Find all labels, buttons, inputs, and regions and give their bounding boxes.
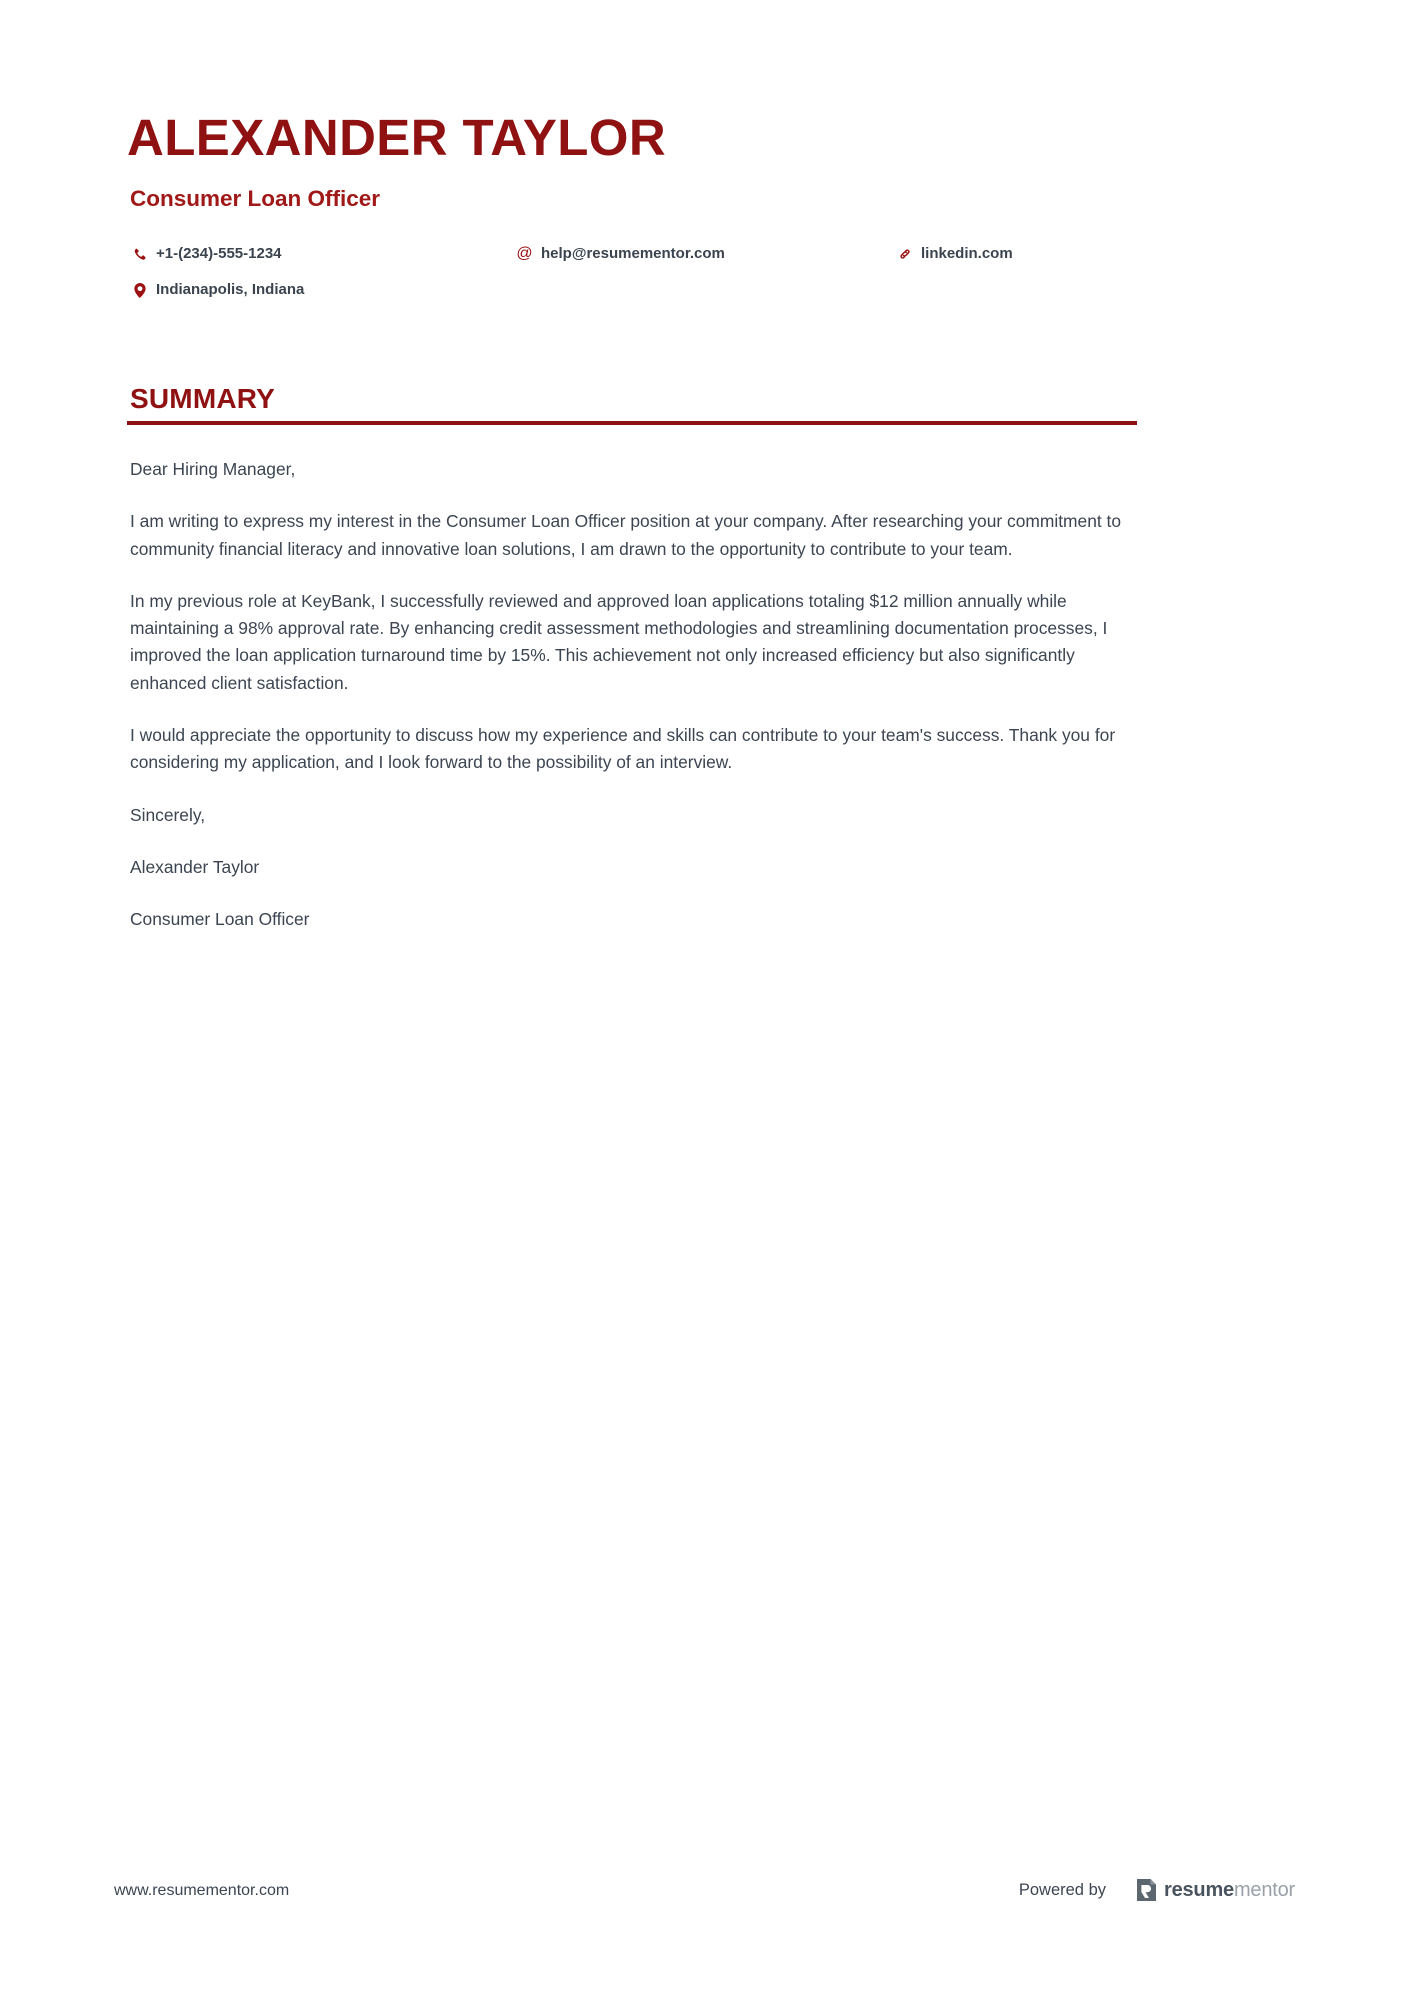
- section-divider: [127, 421, 1137, 425]
- letter-paragraph-2: In my previous role at KeyBank, I successfully reviewed and approved loan applications totaling $12 million annually while maintaining a 98% approval rate. By enhancing credit assessment methodologies and streamlining documentation processes, I improved the loan application turnaround time by 15%. This achievement not only increased efficiency but also significantly enhanced client satisfaction.: [130, 590, 1108, 693]
- location-pin-icon: [130, 282, 149, 299]
- letter-signature-name: Alexander Taylor: [130, 856, 260, 877]
- summary-section-title: SUMMARY: [130, 383, 276, 414]
- page-content: [127, 0, 1282, 934]
- candidate-job-title: Consumer Loan Officer: [130, 186, 381, 211]
- resumementor-logo[interactable]: [1137, 1878, 1295, 1902]
- footer-website-link[interactable]: www.resumementor.com: [114, 1882, 290, 1899]
- contact-linkedin-label: linkedin.com: [921, 245, 1013, 262]
- contact-location-label: Indianapolis, Indiana: [156, 281, 305, 298]
- letter-paragraph-3: I would appreciate the opportunity to discuss how my experience and skills can contribute to your team's success. Thank you for considering my application, and I look forward to the possibility of an interview.: [130, 725, 1116, 773]
- contact-phone-label: +1-(234)-555-1234: [156, 245, 282, 262]
- contact-details: [130, 236, 1140, 308]
- page-footer: [0, 1872, 1410, 1912]
- footer-branding: [1019, 1878, 1295, 1902]
- resumementor-wordmark: [1164, 1878, 1295, 1902]
- document-header: [127, 0, 1282, 214]
- resumementor-mark-icon: [1137, 1879, 1156, 1901]
- email-at-icon: @: [516, 244, 533, 262]
- phone-icon: [130, 246, 149, 263]
- contact-linkedin[interactable]: [895, 236, 1135, 272]
- contact-location: [130, 272, 515, 308]
- contact-phone[interactable]: [130, 236, 515, 272]
- brand-word-resume: resume: [1164, 1879, 1234, 1901]
- letter-paragraph-1: I am writing to express my interest in the Consumer Loan Officer position at your company. After researching your commitment to community financial literacy and innovative loan solutions, I am drawn to the opportunity to contribute to your team.: [130, 511, 1122, 559]
- summary-section: [127, 382, 1282, 934]
- letter-closing: Sincerely,: [130, 804, 206, 825]
- contact-email[interactable]: [515, 236, 895, 272]
- powered-by-label: Powered by: [1018, 1881, 1106, 1899]
- candidate-name: ALEXANDER TAYLOR: [127, 109, 667, 166]
- contact-email-label: help@resumementor.com: [541, 245, 725, 262]
- link-icon: [895, 246, 914, 263]
- letter-salutation: Dear Hiring Manager,: [130, 459, 296, 479]
- letter-signature-title: Consumer Loan Officer: [130, 909, 310, 930]
- cover-letter-body: [130, 456, 1138, 934]
- brand-word-mentor: mentor: [1233, 1879, 1295, 1901]
